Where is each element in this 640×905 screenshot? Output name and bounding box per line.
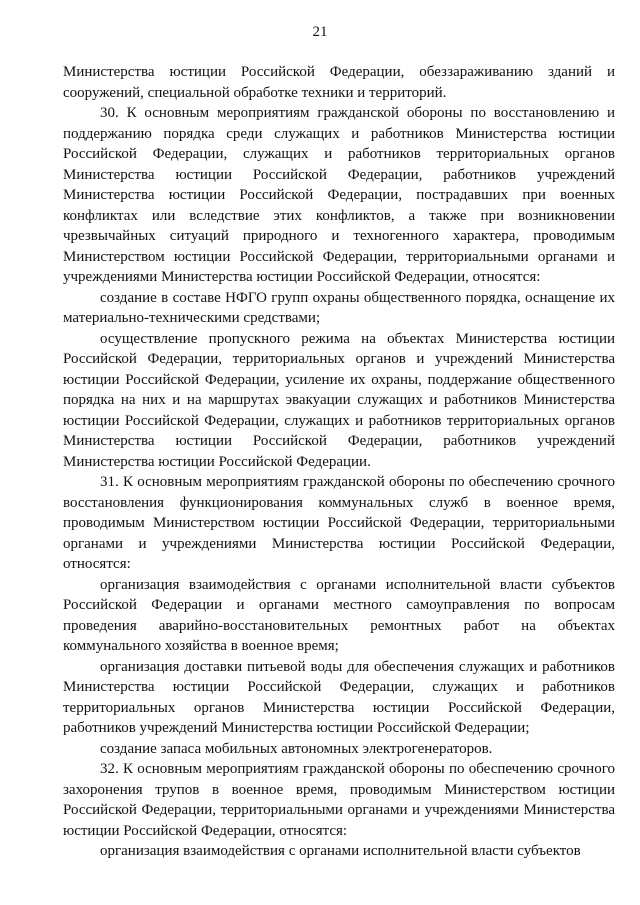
paragraph: организация взаимодействия с органами исполнительной власти субъектов [100, 843, 581, 859]
paragraph: Министерства юстиции Российской Федерации, обеззараживанию зданий и сооружений, специальной обработке техники и территорий. [63, 64, 615, 101]
paragraph: 31. К основным мероприятиям гражданской обороны по обеспечению срочного восстановления функционирования коммунальных служб в военное время, проводимым Министерством юстиции Российской Федерации, территориальными органами и учреждениями Министерства юстиции Российской Федерации, относятся: [63, 474, 615, 572]
paragraph: организация доставки питьевой воды для обеспечения служащих и работников Министерства юстиции Российской Федерации, служащих и работников территориальных органов Министерства юстиции Российской Федерации, работников учреждений Министерства юстиции Российской Федерации; [63, 658, 615, 736]
paragraph: 32. К основным мероприятиям гражданской обороны по обеспечению срочного захоронения трупов в военное время, проводимым Министерством юстиции Российской Федерации, территориальными органами и учреждениями Министерства юстиции Российской Федерации, относятся: [63, 761, 615, 839]
paragraph: осуществление пропускного режима на объектах Министерства юстиции Российской Федерации, территориальных органов и учреждений Министерства юстиции Российской Федерации, усиление их охраны, поддержание общественного порядка на них и на маршрутах эвакуации служащих и работников Министерства юстиции Российской Федерации, служащих и работников территориальных органов Министерства юстиции Российской Федерации, работников учреждений Министерства юстиции Российской Федерации. [63, 330, 615, 470]
paragraph: создание запаса мобильных автономных электрогенераторов. [100, 740, 493, 757]
paragraph: организация взаимодействия с органами исполнительной власти субъектов Российской Федерации и органами местного самоуправления по вопросам проведения аварийно-восстановительных ремонтных работ на объектах коммунального хозяйства в военное время; [63, 576, 615, 654]
document-body [63, 62, 615, 862]
paragraph: создание в составе НФГО групп охраны общественного порядка, оснащение их материально-техническими средствами; [63, 289, 615, 326]
paragraph: 30. К основным мероприятиям гражданской обороны по восстановлению и поддержанию порядка среди служащих и работников Министерства юстиции Российской Федерации, служащих и работников территориальных органов Министерства юстиции Российской Федерации, работников учреждений Министерства юстиции Российской Федерации, пострадавших при военных конфликтах или вследствие этих конфликтов, а также при возникновении чрезвычайных ситуаций природного и техногенного характера, проводимым Министерством юстиции Российской Федерации, территориальными органами и учреждениями Министерства юстиции Российской Федерации, относятся: [63, 105, 615, 285]
page-number: 21 [312, 24, 328, 40]
